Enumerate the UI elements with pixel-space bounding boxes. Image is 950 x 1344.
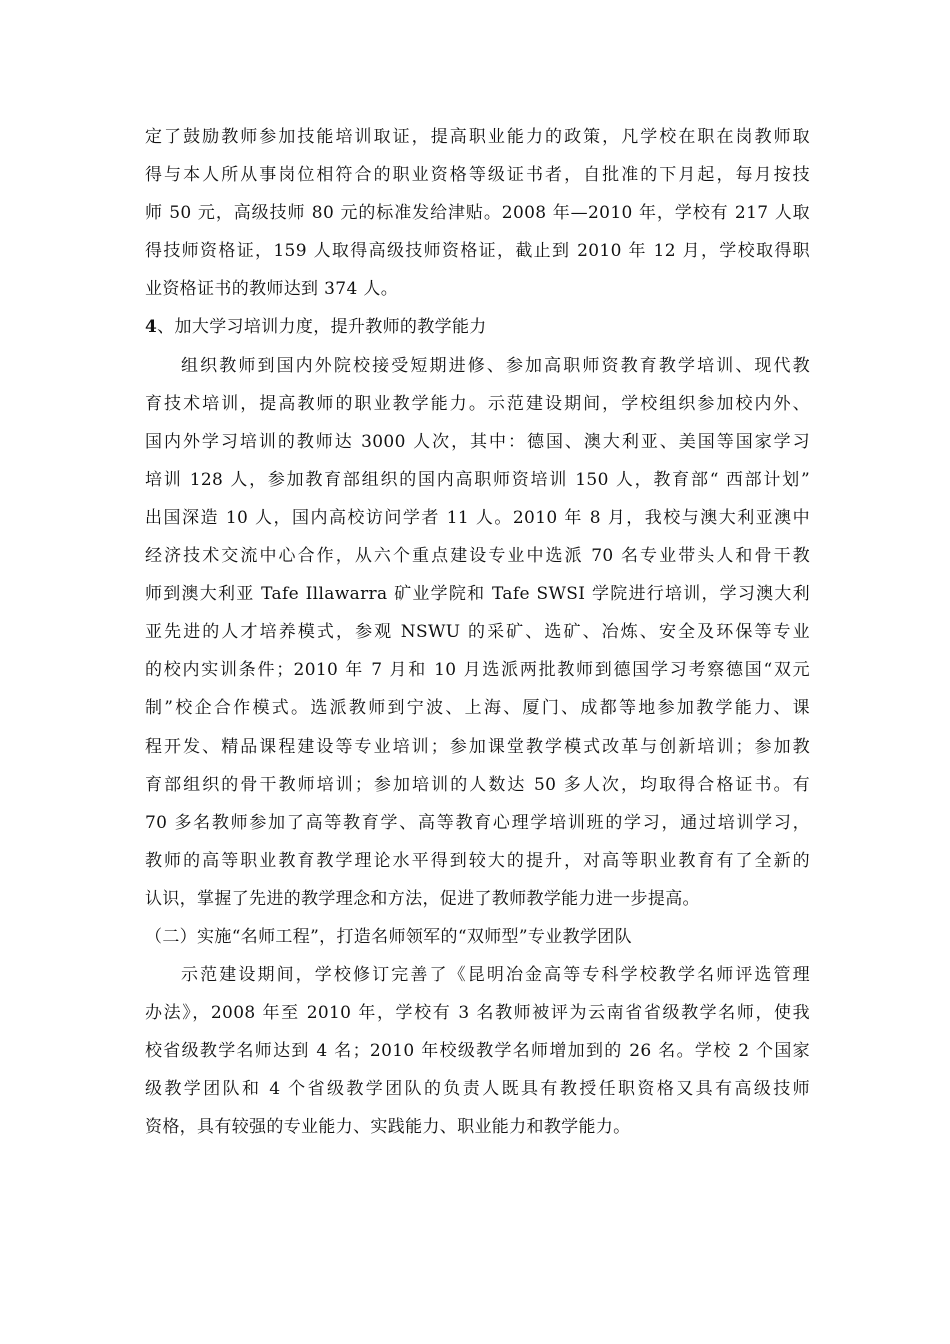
text-line: 出国深造 10 人，国内高校访问学者 11 人。2010 年 8 月，我校与澳大利亚澳中 xyxy=(145,507,810,528)
text-line: 程开发、精品课程建设等专业培训；参加课堂教学模式改革与创新培训；参加教 xyxy=(145,736,810,757)
text-line: 师到澳大利亚 Tafe Illawarra 矿业学院和 Tafe SWSI 学院进行培训，学习澳大利 xyxy=(145,584,810,605)
text-line: 办法》，2008 年至 2010 年，学校有 3 名教师被评为云南省省级教学名师，使我 xyxy=(145,1003,810,1024)
text-line: 亚先进的人才培养模式，参观 NSWU 的采矿、选矿、冶炼、安全及环保等专业 xyxy=(145,622,810,643)
text-line: 示范建设期间，学校修订完善了《昆明冶金高等专科学校教学名师评选管理 xyxy=(181,965,810,986)
heading-number: 4 xyxy=(145,317,158,338)
paragraph-continuation xyxy=(145,118,810,308)
text-line: 培训 128 人，参加教育部组织的国内高职师资培训 150 人，教育部“ 西部计划” xyxy=(145,469,810,490)
text-line: 组织教师到国内外院校接受短期进修、参加高职师资教育教学培训、现代教 xyxy=(181,355,810,376)
paragraph-training xyxy=(145,347,810,918)
text-line: 育技术培训，提高教师的职业教学能力。示范建设期间，学校组织参加校内外、 xyxy=(145,393,810,414)
section-heading-4 xyxy=(145,308,810,346)
text-line: 70 多名教师参加了高等教育学、高等教育心理学培训班的学习，通过培训学习， xyxy=(145,812,810,833)
section-heading-2: （二）实施“名师工程”，打造名师领军的“双师型”专业教学团队 xyxy=(145,926,632,947)
text-line: 师 50 元，高级技师 80 元的标准发给津贴。2008 年—2010 年，学校有 217 人取 xyxy=(145,203,810,224)
text-line: 经济技术交流中心合作，从六个重点建设专业中选派 70 名专业带头人和骨干教 xyxy=(145,546,810,567)
text-line: 资格，具有较强的专业能力、实践能力、职业能力和教学能力。 xyxy=(145,1117,631,1138)
text-line: 制”校企合作模式。选派教师到宁波、上海、厦门、成都等地参加教学能力、课 xyxy=(145,698,810,719)
text-line: 定了鼓励教师参加技能培训取证，提高职业能力的政策，凡学校在职在岗教师取 xyxy=(145,127,810,147)
text-line: 业资格证书的教师达到 374 人。 xyxy=(145,279,399,300)
text-line: 得技师资格证，159 人取得高级技师资格证，截止到 2010 年 12 月，学校取得职 xyxy=(145,241,810,262)
text-line: 校省级教学名师达到 4 名；2010 年校级教学名师增加到的 26 名。学校 2 个国家 xyxy=(145,1041,810,1062)
paragraph-famous-teachers xyxy=(145,956,810,1146)
document-page xyxy=(145,118,810,1147)
text-line: 的校内实训条件；2010 年 7 月和 10 月选派两批教师到德国学习考察德国“双元 xyxy=(145,660,810,681)
heading-text: 、加大学习培训力度，提升教师的教学能力 xyxy=(157,317,487,338)
text-line: 得与本人所从事岗位相符合的职业资格等级证书者，自批准的下月起，每月按技 xyxy=(145,165,810,186)
text-line: 教师的高等职业教育教学理论水平得到较大的提升，对高等职业教育有了全新的 xyxy=(145,850,810,871)
text-line: 国内外学习培训的教师达 3000 人次，其中：德国、澳大利亚、美国等国家学习 xyxy=(145,431,810,452)
text-line: 级教学团队和 4 个省级教学团队的负责人既具有教授任职资格又具有高级技师 xyxy=(145,1079,810,1100)
text-line: 育部组织的骨干教师培训；参加培训的人数达 50 多人次，均取得合格证书。有 xyxy=(145,774,810,795)
text-line: 认识，掌握了先进的教学理念和方法，促进了教师教学能力进一步提高。 xyxy=(145,888,700,909)
